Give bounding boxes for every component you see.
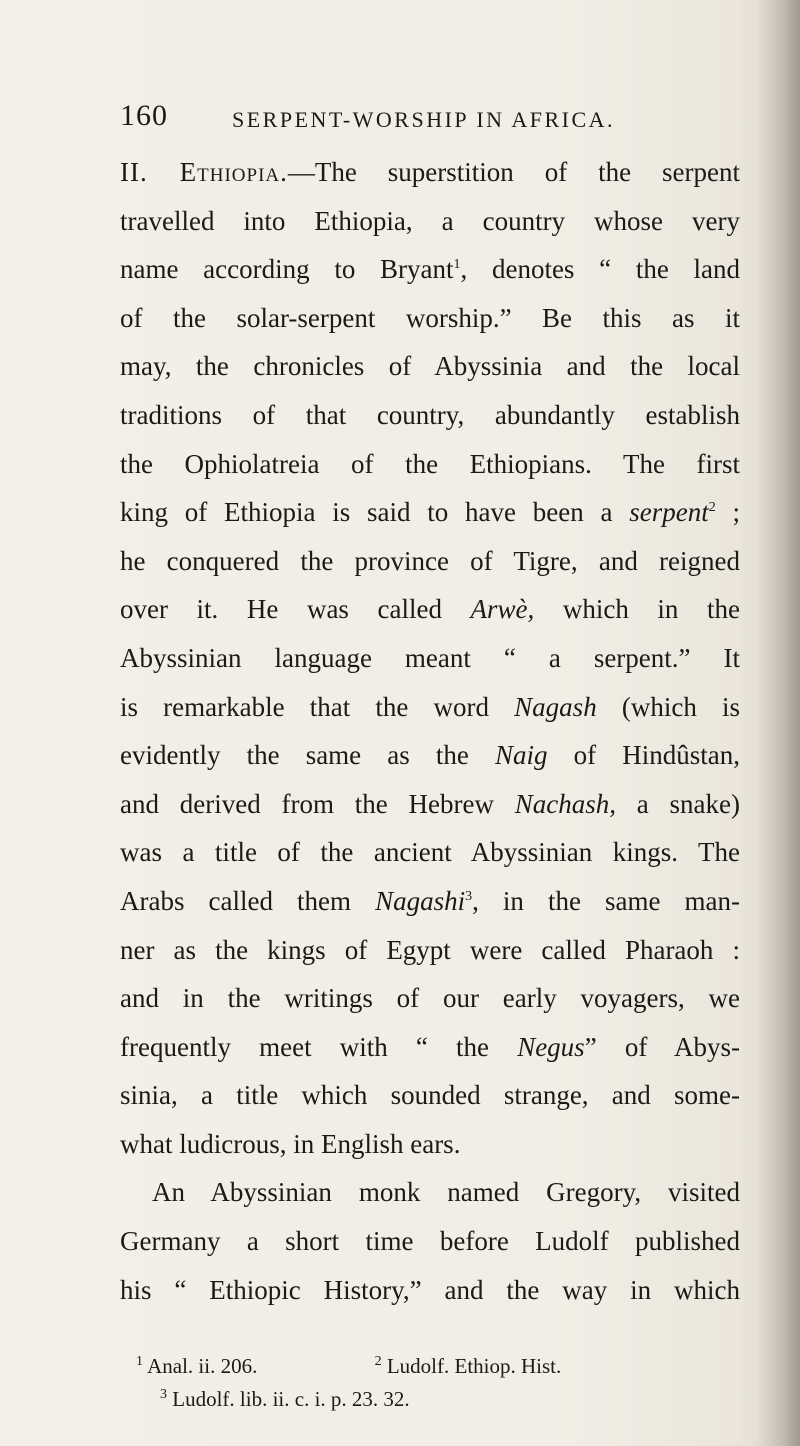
page-number: 160 <box>120 99 168 132</box>
footnote-2: $^2$ Ludolf. Ethiop. Hist. <box>374 1354 562 1378</box>
footnote-ref-2: 2 <box>708 500 716 516</box>
page-edge-shadow <box>756 0 800 1446</box>
text-line: Arabs called them Nagashi$^3$, in the same man- <box>120 885 740 916</box>
text-line: may, the chronicles of Abyssinia and the local <box>120 351 740 382</box>
text-line: was a title of the ancient Abyssinian kings. The <box>120 837 740 868</box>
text-line: evidently the same as the Naig of Hindûstan, <box>120 740 741 771</box>
text-line: II. Ethiopia.—The superstition of the serpent <box>120 157 740 187</box>
text-line: the Ophiolatreia of the Ethiopians. The first <box>120 448 740 479</box>
text-line: over it. He was called Arwè, which in the <box>120 594 740 625</box>
text-line: frequently meet with “ the Negus” of Abys- <box>120 1031 740 1062</box>
body-text <box>120 148 740 1314</box>
text-line: is remarkable that the word Nagash (which is <box>120 691 740 722</box>
section-label: II. Ethiopia. <box>120 157 288 187</box>
text-line: of the solar-serpent worship.” Be this as it <box>120 302 740 333</box>
text-line: he conquered the province of Tigre, and reigned <box>120 545 740 576</box>
page-header <box>0 95 800 139</box>
text-line: what ludicrous, in English ears. <box>120 1128 461 1159</box>
footnote-1: $^1$ Anal. ii. 206. <box>136 1354 258 1378</box>
text-line: and in the writings of our early voyagers, we <box>120 983 740 1014</box>
text-line: king of Ethiopia is said to have been a serpent$^2$ ; <box>120 497 740 528</box>
text-line: Abyssinian language meant “ a serpent.” It <box>120 642 740 673</box>
text-line: travelled into Ethiopia, a country whose very <box>120 205 740 236</box>
footnote-3: $^3$ Ludolf. lib. ii. c. i. p. 23. 32. <box>160 1387 410 1411</box>
text-line: and derived from the Hebrew Nachash, a snake) <box>120 788 740 819</box>
footnote-ref-1: 1 <box>453 257 461 273</box>
text-line: An Abyssinian monk named Gregory, visited <box>152 1177 740 1208</box>
text-line: his “ Ethiopic History,” and the way in which <box>120 1274 740 1305</box>
paragraph-gregory <box>120 1168 740 1314</box>
footnotes <box>120 1350 740 1416</box>
text-line: sinia, a title which sounded strange, and some- <box>120 1080 740 1111</box>
running-head: SERPENT-WORSHIP IN AFRICA. <box>232 107 616 132</box>
text-line: traditions of that country, abundantly establish <box>120 399 740 430</box>
footnote-ref-3: 3 <box>465 888 473 904</box>
footnote-row <box>120 1383 740 1416</box>
text-line: name according to Bryant$^1$, denotes “ the land <box>120 254 741 285</box>
footnote-row <box>120 1350 740 1383</box>
paragraph-ethiopia <box>120 148 740 1168</box>
text-line: Germany a short time before Ludolf published <box>120 1226 740 1257</box>
text-line: ner as the kings of Egypt were called Pharaoh : <box>120 934 740 965</box>
